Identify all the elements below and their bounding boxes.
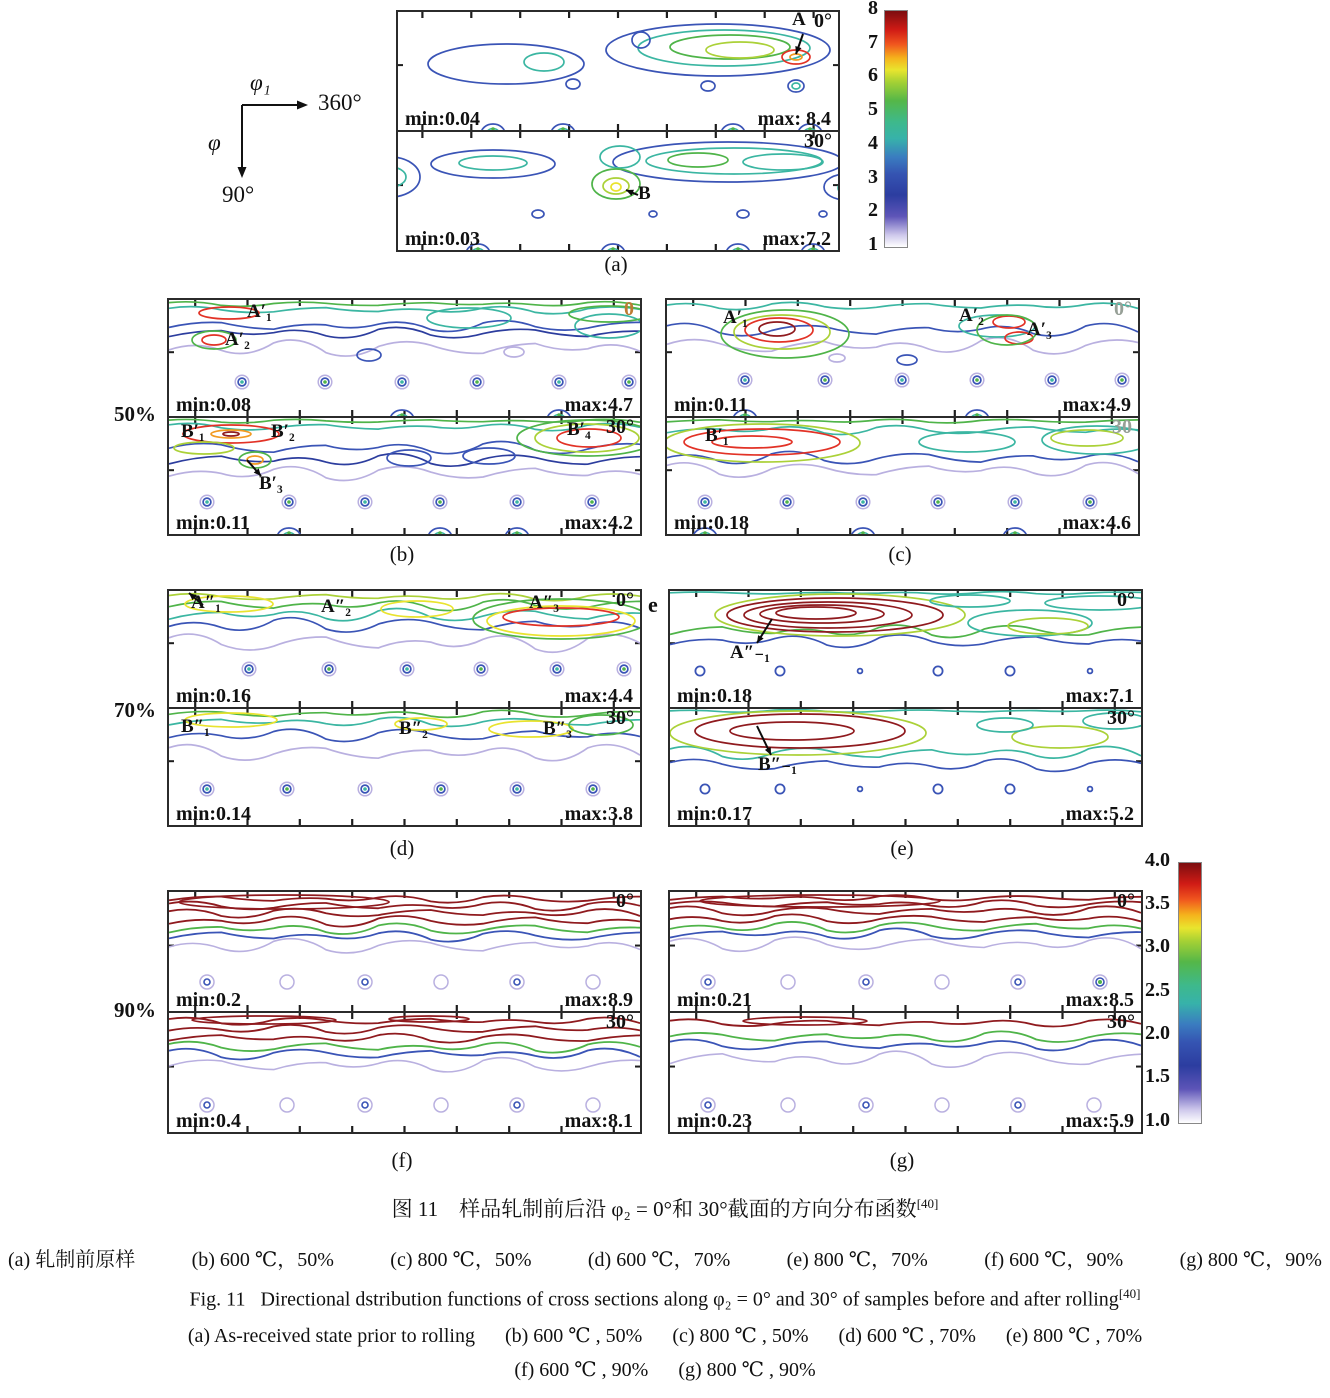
citation-ref: [40] <box>1118 1286 1141 1301</box>
caption-en-sub1: (a) As-received state prior to rolling (b) 600 ℃ , 50% (c) 800 ℃ , 50% (d) 600 ℃ , 70% (e) 800 ℃ , 70% <box>187 1325 1143 1347</box>
colorbar-tick: 1.5 <box>1145 1065 1170 1087</box>
peak-label: B′₂ <box>271 421 295 442</box>
caption-zh-title <box>0 1196 1330 1222</box>
panel-letter-b: (b) <box>389 542 415 566</box>
peak-label-A: A <box>792 9 806 30</box>
min-value-label: min:0.11 <box>674 394 748 416</box>
min-value-label: min:0.04 <box>405 108 480 130</box>
peak-label: A″₂ <box>321 596 351 617</box>
colorbar-tick: 6 <box>868 64 878 86</box>
peak-label-B: B <box>638 183 651 204</box>
row-label-90: 90% <box>114 998 156 1022</box>
panel-e <box>668 589 1143 827</box>
subpanel-e-30deg <box>668 707 1143 827</box>
max-value-label: max:7.1 <box>1065 685 1134 707</box>
panel-letter-e: (e) <box>890 836 914 860</box>
colorbar-tick: 7 <box>868 31 878 53</box>
caption-zh-item: (a) 轧制前原样 <box>8 1249 136 1271</box>
angle-label: 0° <box>616 589 634 611</box>
max-value-label: max:4.6 <box>1062 512 1131 534</box>
panel-a <box>396 10 840 252</box>
subpanel-d-0deg <box>167 589 642 709</box>
subpanel-g-30deg <box>668 1011 1143 1134</box>
max-value-label: max:4.9 <box>1062 394 1131 416</box>
subpanel-e-0deg <box>668 589 1143 709</box>
max-value-label: max:8.5 <box>1065 989 1134 1011</box>
colorbar-tick: 3.5 <box>1145 892 1170 914</box>
peak-label: A″₁ <box>191 592 221 613</box>
angle-label: 30° <box>606 707 634 729</box>
peak-label: A′₃ <box>1027 319 1052 340</box>
citation-ref: [40] <box>916 1196 939 1211</box>
colorbar-tick: 1.0 <box>1145 1109 1170 1131</box>
angle-label: 0° <box>616 890 634 912</box>
min-value-label: min:0.03 <box>405 228 480 250</box>
max-value-label: max:5.2 <box>1065 803 1134 825</box>
angle-label: 0° <box>1117 890 1135 912</box>
row-label-70: 70% <box>114 698 156 722</box>
panel-letter-c: (c) <box>888 542 912 566</box>
peak-label: A″₋₁ <box>730 642 770 663</box>
caption-zh-item: (f) 600 ℃，90% <box>984 1249 1124 1271</box>
caption-zh-title-text: 图 11 样品轧制前后沿 φ₂ = 0°和 30°截面的方向分布函数 <box>391 1197 917 1221</box>
peak-label: A″₃ <box>529 592 559 613</box>
axis-360-label: 360° <box>318 90 362 115</box>
subpanel-d-30deg <box>167 707 642 827</box>
colorbar-tick: 4 <box>868 132 878 154</box>
max-value-label: max:5.9 <box>1065 1110 1134 1132</box>
peak-label: A′₁ <box>247 301 272 322</box>
angle-label: 0° <box>1114 298 1132 320</box>
min-value-label: min:0.11 <box>176 512 250 534</box>
panel-letter-f: (f) <box>391 1148 413 1172</box>
peak-label: A′₂ <box>959 305 984 326</box>
axis-key-arrows <box>198 68 348 188</box>
caption-zh-item: (d) 600 ℃，70% <box>587 1249 731 1271</box>
peak-label: A′₂ <box>225 329 250 350</box>
subpanel-c-30deg <box>665 416 1140 536</box>
colorbar-tick: 4.0 <box>1145 849 1170 871</box>
max-value-label: max:4.2 <box>564 512 633 534</box>
angle-label: 30° <box>1107 707 1135 729</box>
colorbar-tick: 2.0 <box>1145 1022 1170 1044</box>
caption-zh-subitems <box>8 1243 1322 1272</box>
colorbar-tick: 2.5 <box>1145 979 1170 1001</box>
min-value-label: min:0.2 <box>176 989 241 1011</box>
min-value-label: min:0.4 <box>176 1110 241 1132</box>
panel-d <box>167 589 642 827</box>
min-value-label: min:0.08 <box>176 394 251 416</box>
panel-f <box>167 890 642 1134</box>
peak-label: B′₁ <box>705 425 729 446</box>
min-value-label: min:0.21 <box>677 989 752 1011</box>
subpanel-c-0deg <box>665 298 1140 418</box>
max-value-label: max:4.4 <box>564 685 633 707</box>
angle-label: 30° <box>804 130 832 152</box>
caption-en-sub2: (f) 600 ℃ , 90% (g) 800 ℃ , 90% <box>514 1359 816 1381</box>
axis-90-label: 90° <box>222 182 255 207</box>
caption-zh-item: (c) 800 ℃，50% <box>390 1249 532 1271</box>
axis-phi-label: φ <box>208 130 221 155</box>
peak-label: A′₁ <box>723 307 748 328</box>
min-value-label: min:0.14 <box>176 803 251 825</box>
colorbar-tick: 1 <box>868 233 878 255</box>
min-value-label: min:0.17 <box>677 803 752 825</box>
peak-label: B″₋₁ <box>758 754 797 775</box>
angle-label: 30° <box>606 1011 634 1033</box>
colorbar-tick: 5 <box>868 98 878 120</box>
angle-label: 0° <box>814 10 832 32</box>
subpanel-b-0deg <box>167 298 642 418</box>
caption-zh-item: (e) 800 ℃，70% <box>786 1249 928 1271</box>
axis-phi1-label: φ₁ <box>250 70 271 95</box>
stray-e-label: e <box>648 592 658 617</box>
caption-en-title <box>0 1286 1330 1313</box>
panel-letter-d: (d) <box>389 836 415 860</box>
min-value-label: min:0.16 <box>176 685 251 707</box>
max-value-label: max:3.8 <box>564 803 633 825</box>
max-value-label: max: 8.4 <box>757 108 831 130</box>
colorbar-tick: 3 <box>868 166 878 188</box>
min-value-label: min:0.18 <box>674 512 749 534</box>
max-value-label: max:4.7 <box>564 394 633 416</box>
min-value-label: min:0.23 <box>677 1110 752 1132</box>
max-value-label: max:8.1 <box>564 1110 633 1132</box>
angle-label: 30° <box>1107 1011 1135 1033</box>
panel-letter-g: (g) <box>889 1148 915 1172</box>
min-value-label: min:0.18 <box>677 685 752 707</box>
colorbar-fg <box>1178 862 1202 1124</box>
peak-label: B′₁ <box>181 421 205 442</box>
colorbar-tick: 8 <box>868 0 878 19</box>
max-value-label: max:8.9 <box>564 989 633 1011</box>
subpanel-a-30deg <box>396 130 840 252</box>
angle-label: 30 <box>1112 416 1132 438</box>
peak-label: B′₄ <box>567 419 591 440</box>
max-value-label: max:7.2 <box>762 228 831 250</box>
panel-g <box>668 890 1143 1134</box>
angle-label: 0° <box>1117 589 1135 611</box>
subpanel-a-0deg <box>396 10 840 132</box>
subpanel-f-30deg <box>167 1011 642 1134</box>
panel-letter-a: (a) <box>604 252 628 276</box>
caption-zh-item: (g) 800 ℃，90% <box>1179 1249 1322 1271</box>
peak-label: B″₁ <box>181 716 210 737</box>
caption-zh-item: (b) 600 ℃，50% <box>191 1249 334 1271</box>
angle-label: 0 <box>624 298 634 320</box>
peak-label: B″₂ <box>399 718 428 739</box>
caption-en-title-text: Fig. 11 Directional dstribution functions of cross sections along φ₂ = 0° and 30° of samples before and after rolling <box>189 1288 1119 1311</box>
peak-label: B″₃ <box>543 718 572 739</box>
row-label-50: 50% <box>114 402 156 426</box>
colorbar-tick: 3.0 <box>1145 935 1170 957</box>
angle-label: 30° <box>606 416 634 438</box>
subpanel-f-0deg <box>167 890 642 1013</box>
panel-c <box>665 298 1140 536</box>
colorbar-a <box>884 10 908 248</box>
panel-b <box>167 298 642 536</box>
colorbar-tick: 2 <box>868 199 878 221</box>
subpanel-b-30deg <box>167 416 642 536</box>
subpanel-g-0deg <box>668 890 1143 1013</box>
peak-label: B′₃ <box>259 473 283 494</box>
